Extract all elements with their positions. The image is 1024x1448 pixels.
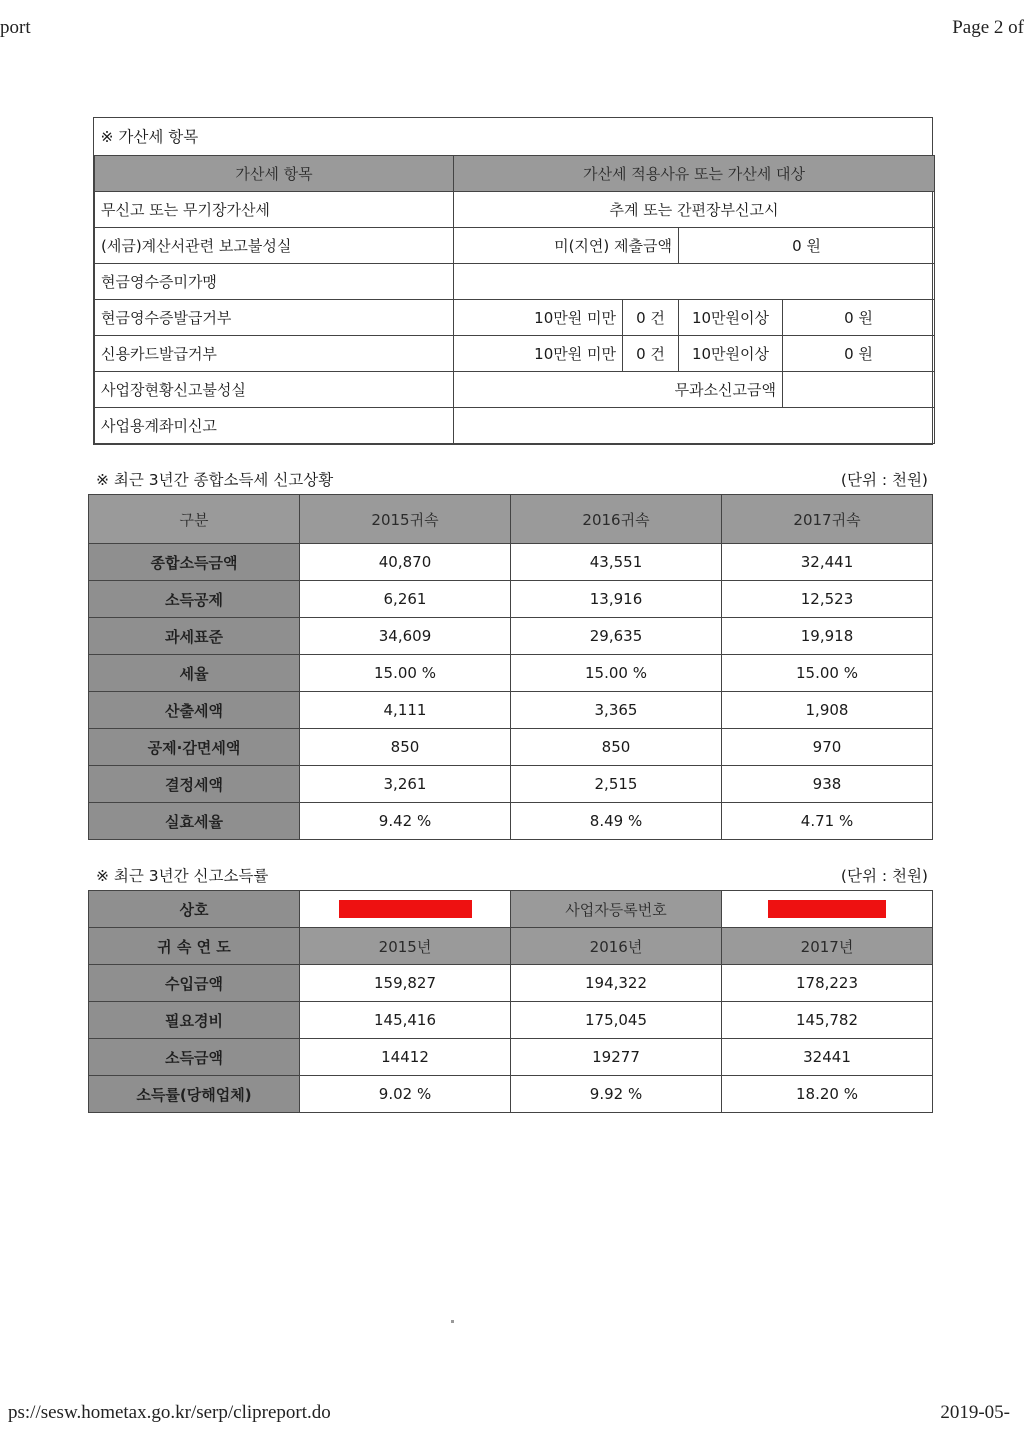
table-row [89,803,933,840]
filing-cell: 15.00 % [722,655,933,692]
filing-row-label: 공제·감면세액 [89,729,300,766]
penalty-over-label: 10만원이상 [679,299,783,335]
table-row [89,692,933,729]
penalty-over-value: 0 원 [783,299,935,335]
income-cell: 18.20 % [722,1076,933,1113]
filing-cell: 2,515 [511,766,722,803]
header-title: port [0,17,31,38]
income-cell: 9.92 % [511,1076,722,1113]
filing-col-year: 2015귀속 [300,495,511,544]
income-rate-section-title: ※ 최근 3년간 신고소득률 [96,867,269,885]
income-cell: 145,416 [300,1002,511,1039]
filing-cell: 938 [722,766,933,803]
filing-cell: 3,365 [511,692,722,729]
filing-cell: 40,870 [300,544,511,581]
filing-cell: 4.71 % [722,803,933,840]
redaction-bar [768,900,886,918]
penalty-row-label: (세금)계산서관련 보고불성실 [95,227,454,263]
table-row [89,618,933,655]
penalty-row-value-empty [454,407,935,443]
filing-cell: 32,441 [722,544,933,581]
filing-cell: 15.00 % [300,655,511,692]
penalty-table [94,118,935,444]
penalty-row-value: 추계 또는 간편장부신고시 [454,191,935,227]
income-cell: 14412 [300,1039,511,1076]
filing-cell: 9.42 % [300,803,511,840]
filing-row-label: 과세표준 [89,618,300,655]
income-row-label: 소득률(당해업체) [89,1076,300,1113]
filing-cell: 34,609 [300,618,511,655]
business-name-label: 상호 [89,891,300,928]
table-row [89,1039,933,1076]
table-row [89,581,933,618]
filing-cell: 970 [722,729,933,766]
income-cell: 159,827 [300,965,511,1002]
income-cell: 9.02 % [300,1076,511,1113]
penalty-row-label: 사업용계좌미신고 [95,407,454,443]
year-label: 귀 속 연 도 [89,928,300,965]
business-name-value [300,891,511,928]
income-col-year: 2016년 [511,928,722,965]
penalty-col-reason: 가산세 적용사유 또는 가산세 대상 [454,155,935,191]
filing-row-label: 소득공제 [89,581,300,618]
business-number-label: 사업자등록번호 [511,891,722,928]
penalty-row-value: 0 원 [679,227,935,263]
filing-cell: 19,918 [722,618,933,655]
lower-sections [88,458,932,1113]
filing-cell: 13,916 [511,581,722,618]
filing-cell: 4,111 [300,692,511,729]
table-row [89,1002,933,1039]
penalty-row-sublabel: 미(지연) 제출금액 [454,227,679,263]
table-row [89,655,933,692]
income-col-year: 2015년 [300,928,511,965]
filing-unit: (단위 : 천원) [840,471,928,489]
filing-section-header [88,458,932,494]
penalty-under-label: 10만원 미만 [454,335,623,371]
footer-date: 2019-05- [940,1402,1010,1423]
table-row [89,1076,933,1113]
income-rate-unit: (단위 : 천원) [840,867,928,885]
penalty-row-value-empty [783,371,935,407]
penalty-row-value-empty [454,263,935,299]
income-rate-table [88,890,933,1113]
footer-url: ps://sesw.hometax.go.kr/serp/clipreport.do [8,1402,331,1423]
filing-row-label: 결정세액 [89,766,300,803]
table-row [89,729,933,766]
scan-speck [451,1320,454,1323]
penalty-row-label: 현금영수증미가맹 [95,263,454,299]
filing-cell: 1,908 [722,692,933,729]
penalty-section-title: ※ 가산세 항목 [95,118,935,155]
filing-cell: 43,551 [511,544,722,581]
income-cell: 175,045 [511,1002,722,1039]
income-rate-section-header [88,840,932,890]
penalty-row-label: 신용카드발급거부 [95,335,454,371]
filing-col-year: 2016귀속 [511,495,722,544]
penalty-over-value: 0 원 [783,335,935,371]
filing-row-label: 산출세액 [89,692,300,729]
filing-cell: 3,261 [300,766,511,803]
income-row-label: 필요경비 [89,1002,300,1039]
penalty-row-label: 사업장현황신고불성실 [95,371,454,407]
income-row-label: 수입금액 [89,965,300,1002]
filing-cell: 15.00 % [511,655,722,692]
income-cell: 145,782 [722,1002,933,1039]
income-cell: 194,322 [511,965,722,1002]
filing-cell: 12,523 [722,581,933,618]
filing-row-label: 세율 [89,655,300,692]
filing-cell: 8.49 % [511,803,722,840]
penalty-row-label: 무신고 또는 무기장가산세 [95,191,454,227]
filing-table [88,494,933,840]
income-cell: 178,223 [722,965,933,1002]
penalty-col-item: 가산세 항목 [95,155,454,191]
header-page-number: Page 2 of [952,17,1024,38]
filing-cell: 29,635 [511,618,722,655]
filing-cell: 850 [511,729,722,766]
business-number-value [722,891,933,928]
filing-row-label: 실효세율 [89,803,300,840]
filing-cell: 6,261 [300,581,511,618]
penalty-under-value: 0 건 [623,335,679,371]
penalty-row-sublabel: 무과소신고금액 [454,371,783,407]
table-row [89,544,933,581]
penalty-under-label: 10만원 미만 [454,299,623,335]
table-row [89,766,933,803]
penalty-under-value: 0 건 [623,299,679,335]
filing-col-year: 2017귀속 [722,495,933,544]
income-col-year: 2017년 [722,928,933,965]
penalty-row-label: 현금영수증발급거부 [95,299,454,335]
redaction-bar [339,900,472,918]
filing-row-label: 종합소득금액 [89,544,300,581]
income-row-label: 소득금액 [89,1039,300,1076]
penalty-over-label: 10만원이상 [679,335,783,371]
penalty-section [93,117,933,445]
income-cell: 32441 [722,1039,933,1076]
filing-col-label: 구분 [89,495,300,544]
table-row [89,965,933,1002]
filing-cell: 850 [300,729,511,766]
income-cell: 19277 [511,1039,722,1076]
filing-section-title: ※ 최근 3년간 종합소득세 신고상황 [96,471,334,489]
